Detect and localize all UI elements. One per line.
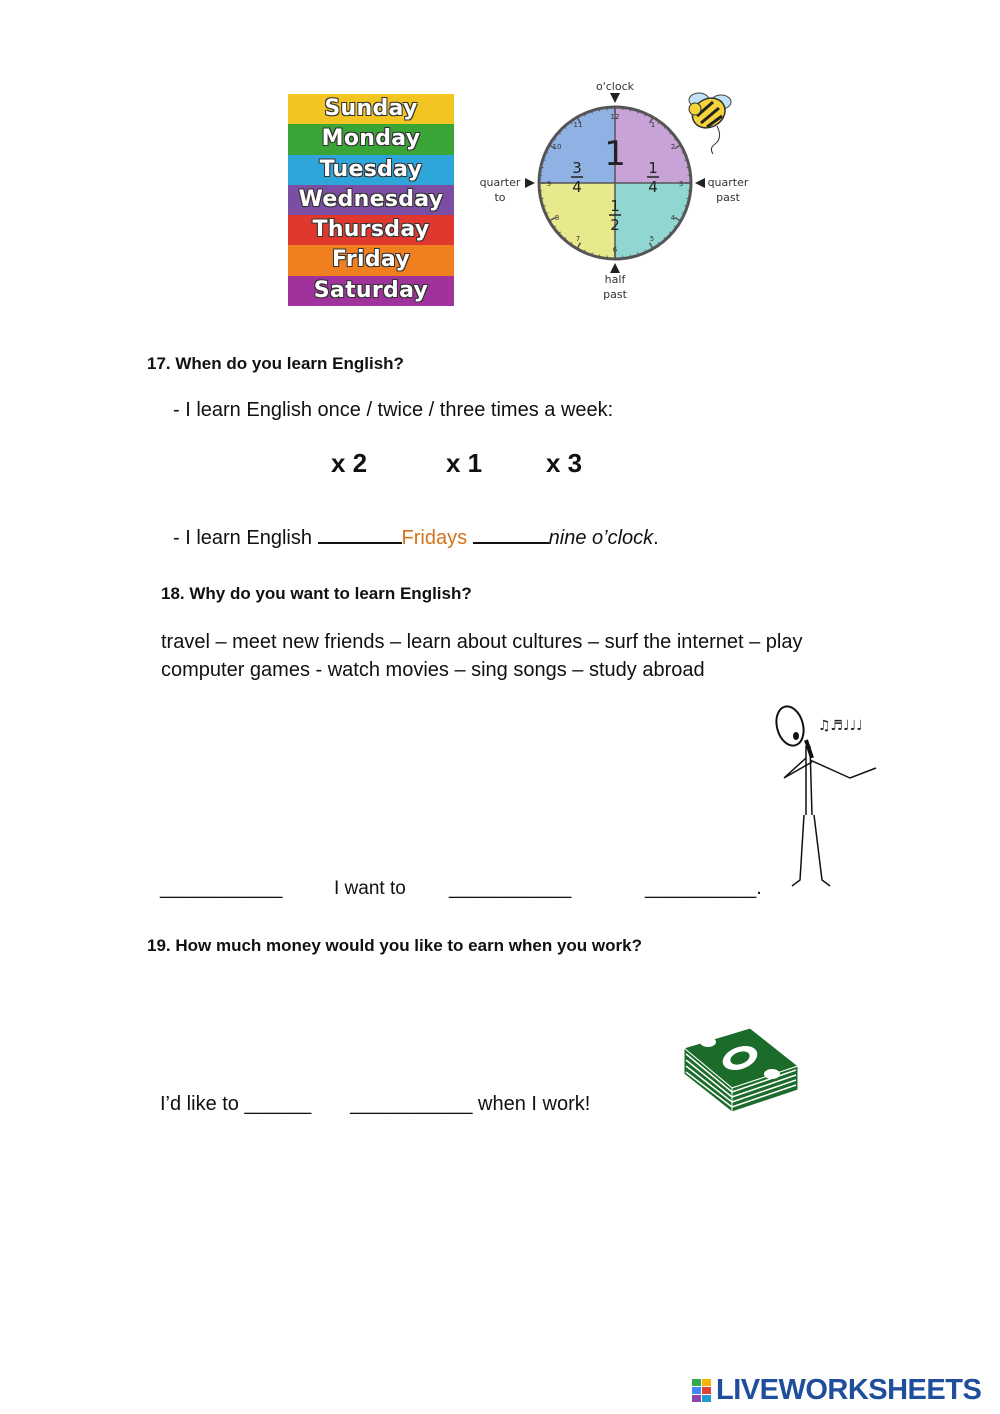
day-row: Wednesday: [288, 185, 454, 215]
day-row: Saturday: [288, 276, 454, 306]
fraction-left-num: 3: [572, 159, 582, 177]
clock-num-12: 12: [610, 113, 620, 121]
label-quarter-past-1: quarter: [707, 176, 749, 189]
day-row: Thursday: [288, 215, 454, 245]
times-option-1[interactable]: x 2: [331, 448, 368, 478]
logo-blocks-icon: [692, 1379, 712, 1403]
label-quarter-past-2: past: [716, 191, 740, 204]
music-notes-icon: ♫♬♩♩♩: [818, 718, 863, 734]
singer-illustration: [770, 700, 890, 890]
label-half-past-2: past: [603, 288, 627, 301]
clock-center-number: 1: [604, 134, 626, 174]
label-quarter-to-1: quarter: [479, 176, 521, 189]
q17-line2-start: - I learn English: [173, 527, 318, 549]
q19-line-start: I’d like to: [160, 1093, 245, 1115]
q18-options-line-1: travel – meet new friends – learn about cultures – surf the internet – play: [161, 631, 803, 653]
day-row: Tuesday: [288, 155, 454, 185]
blank-amount-1[interactable]: ______: [244, 1093, 312, 1115]
clock-illustration: [470, 76, 760, 308]
clock-num-11: 11: [573, 121, 583, 129]
clock-num-5: 5: [649, 235, 655, 243]
label-half-past-1: half: [604, 273, 626, 286]
fraction-left-den: 4: [572, 178, 582, 196]
times-option-2[interactable]: x 1: [446, 448, 483, 478]
clock-num-9: 9: [546, 180, 552, 188]
clock-num-10: 10: [552, 143, 562, 151]
i-want-to-text: I want to: [334, 878, 406, 899]
days-of-week-chart: [288, 94, 454, 306]
blank-amount-2[interactable]: ___________: [350, 1093, 473, 1115]
label-oclock: o'clock: [595, 80, 635, 93]
clock-num-1: 1: [650, 121, 656, 129]
day-row: Sunday: [288, 94, 454, 124]
fraction-bottom-den: 2: [610, 216, 620, 234]
q17-period: .: [653, 527, 659, 549]
q19-line-end: when I work!: [472, 1093, 591, 1115]
answer-day: Fridays: [401, 527, 468, 549]
q17-line-when: [173, 524, 659, 550]
clock-num-6: 6: [612, 246, 618, 254]
clock-num-4: 4: [670, 214, 676, 222]
clock-num-7: 7: [575, 235, 581, 243]
question-18: 18. Why do you want to learn English?: [161, 584, 472, 603]
times-option-3[interactable]: x 3: [546, 448, 583, 478]
day-row: Monday: [288, 124, 454, 154]
blank-object[interactable]: __________.: [645, 877, 762, 899]
fraction-bottom-num: 1: [610, 197, 620, 215]
q19-answer-line: [160, 1093, 590, 1116]
q18-options-line-2: computer games - watch movies – sing songs – study abroad: [161, 659, 705, 681]
question-19: 19. How much money would you like to earn when you work?: [147, 936, 642, 955]
question-17: 17. When do you learn English?: [147, 354, 404, 373]
bee-icon: [687, 92, 731, 154]
label-quarter-to-2: to: [494, 191, 506, 204]
blank-preposition-1[interactable]: [318, 524, 402, 544]
clock-num-3: 3: [678, 180, 684, 188]
logo-text: LIVEWORKSHEETS: [716, 1374, 982, 1406]
fraction-right-num: 1: [648, 159, 658, 177]
blank-subject[interactable]: ___________: [160, 877, 283, 899]
day-row: Friday: [288, 245, 454, 275]
fraction-right-den: 4: [648, 178, 658, 196]
clock-num-8: 8: [554, 214, 560, 222]
money-stack-icon: [680, 1022, 802, 1114]
blank-verb[interactable]: ___________: [449, 877, 572, 899]
time-text: nine o’clock: [548, 527, 654, 549]
blank-preposition-2[interactable]: [473, 524, 549, 544]
clock-num-2: 2: [670, 143, 676, 151]
q17-line-frequency: - I learn English once / twice / three times a week:: [173, 399, 614, 421]
